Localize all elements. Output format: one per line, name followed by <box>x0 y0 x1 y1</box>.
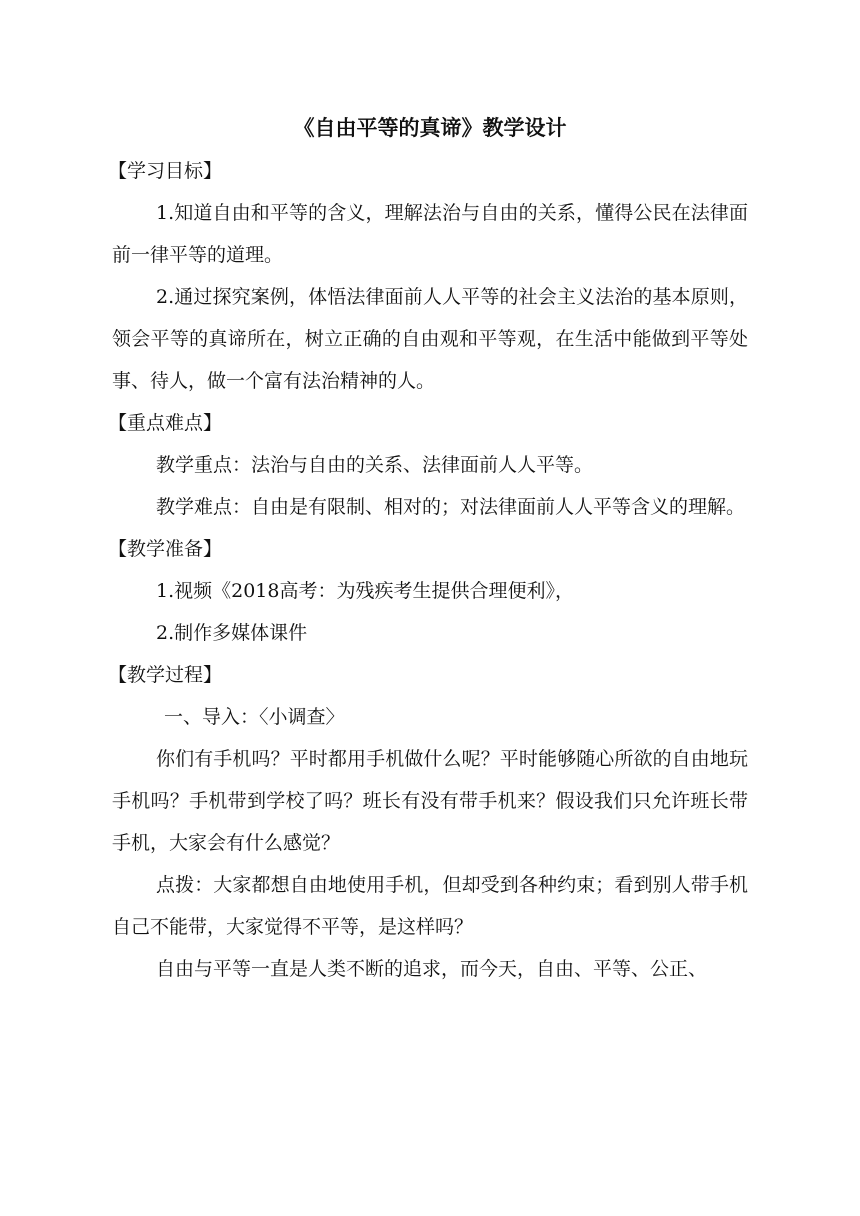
document-page <box>108 106 748 990</box>
section-key-points <box>108 402 748 528</box>
paragraph: 自由与平等一直是人类不断的追求，而今天，自由、平等、公正、 <box>156 958 708 980</box>
paragraph: 你们有手机吗？平时都用手机做什么呢？平时能够随心所欲的自由地玩手机吗？手机带到学校了吗？班长有没有带手机来？假设我们只允许班长带手机，大家会有什么感觉？ <box>112 748 748 854</box>
section-heading: 【教学准备】 <box>108 538 223 560</box>
document-title: 《自由平等的真谛》教学设计 <box>293 116 567 140</box>
paragraph: 教学难点：自由是有限制、相对的；对法律面前人人平等含义的理解。 <box>156 496 746 518</box>
paragraph: 点拨：大家都想自由地使用手机，但却受到各种约束；看到别人带手机自己不能带，大家觉得不平等，是这样吗？ <box>112 874 748 938</box>
section-heading: 【学习目标】 <box>108 160 223 182</box>
paragraph: 1.知道自由和平等的含义，理解法治与自由的关系，懂得公民在法律面前一律平等的道理。 <box>112 202 748 266</box>
section-learning-goals <box>108 150 748 402</box>
paragraph: 1.视频《2018高考：为残疾考生提供合理便利》， <box>156 580 574 602</box>
section-preparation <box>108 528 748 654</box>
section-heading: 【重点难点】 <box>108 412 223 434</box>
subsection-heading: 一、导入：〈小调查〉 <box>164 706 345 728</box>
paragraph: 教学重点：法治与自由的关系、法律面前人人平等。 <box>156 454 594 476</box>
section-heading: 【教学过程】 <box>108 664 223 686</box>
paragraph: 2.制作多媒体课件 <box>156 622 308 644</box>
paragraph: 2.通过探究案例，体悟法律面前人人平等的社会主义法治的基本原则，领会平等的真谛所在，树立正确的自由观和平等观，在生活中能做到平等处事、待人，做一个富有法治精神的人。 <box>112 286 748 392</box>
section-teaching-process <box>108 654 748 990</box>
